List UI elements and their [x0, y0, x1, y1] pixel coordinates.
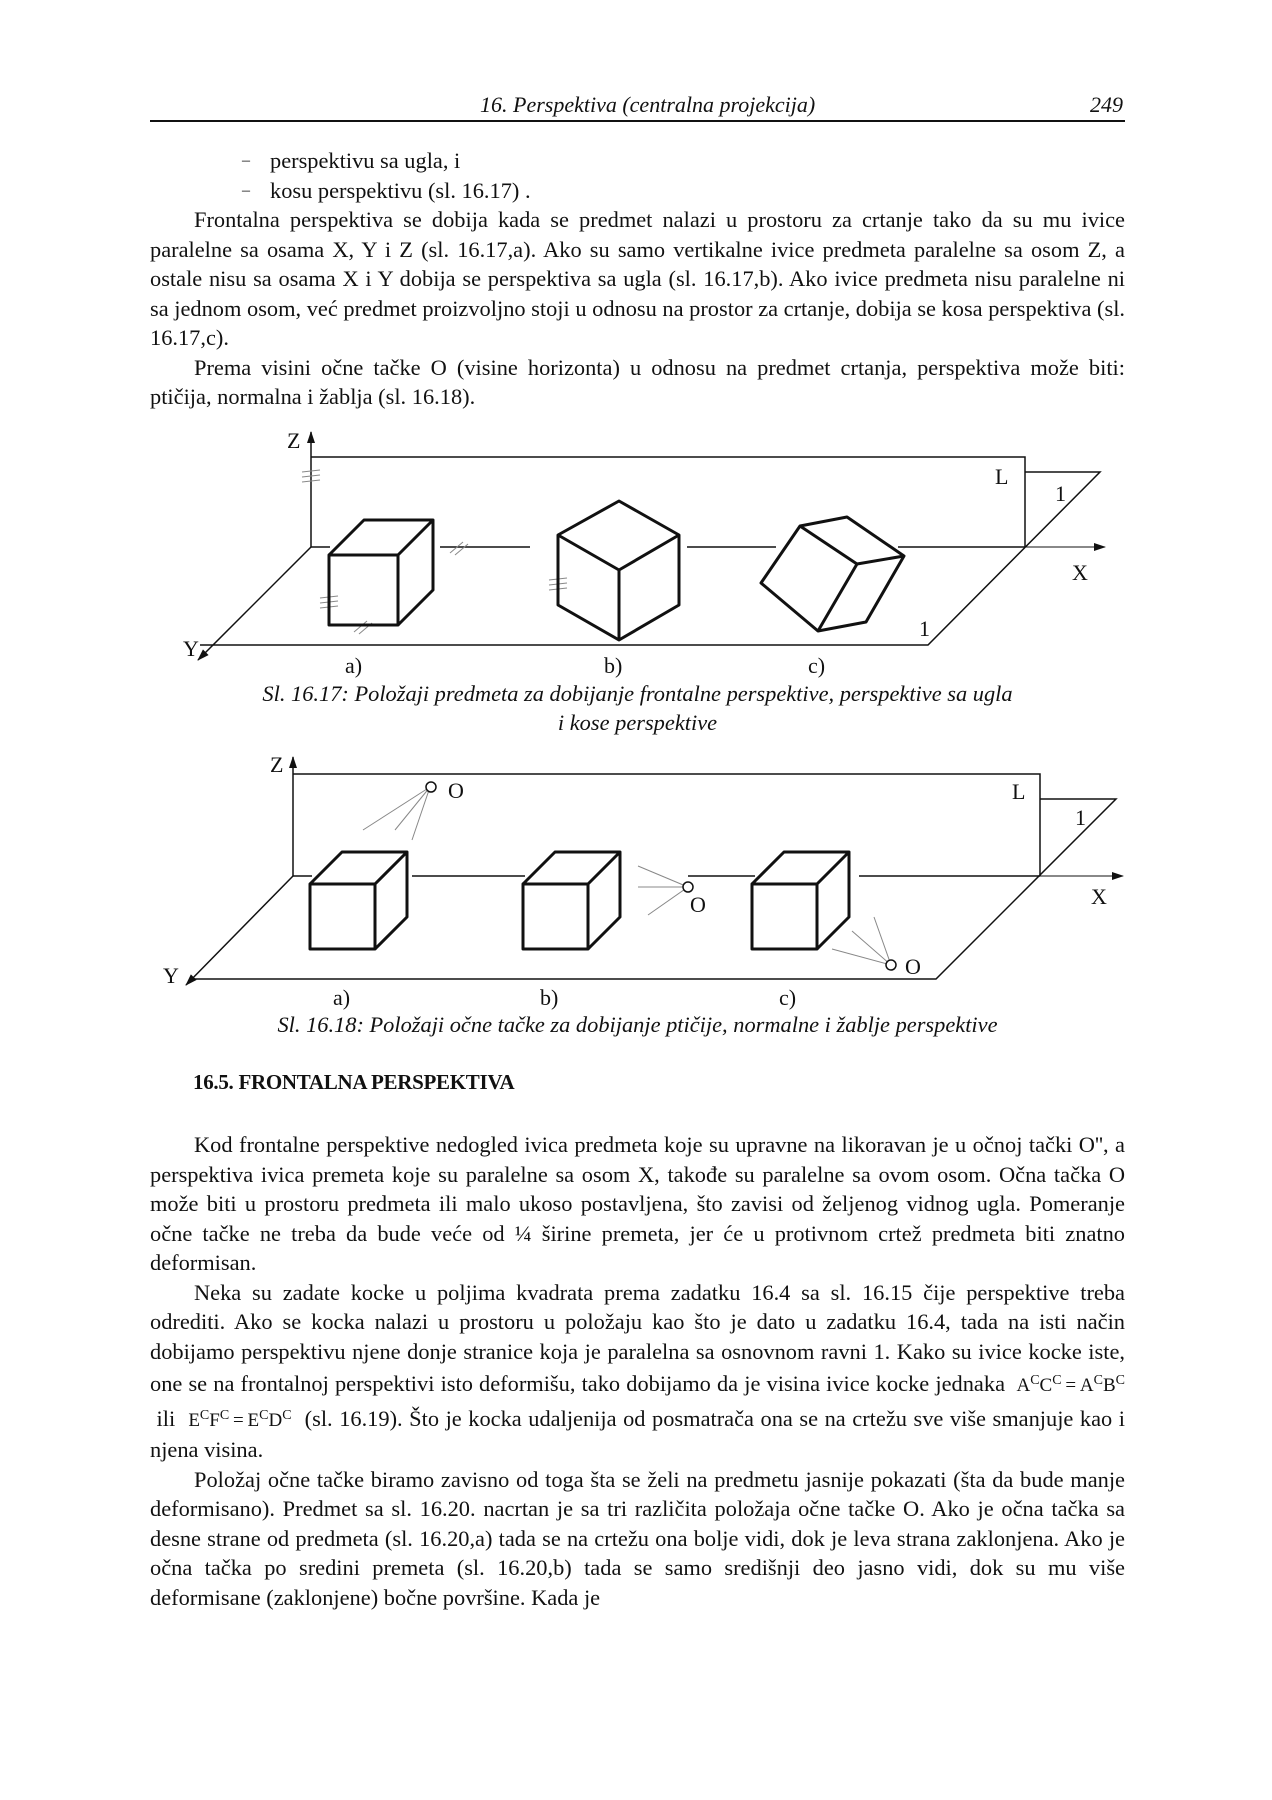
- sub-label-a: a): [333, 985, 351, 1010]
- paragraph: Frontalna perspektiva se dobija kada se predmet nalazi u prostoru za crtanje tako da su mu ivice paralelne sa osama X, Y i Z (sl. 16.17,a). Ako su samo vertikalne ivice predmeta paralelne sa osom Z, a ostale nisu sa osama X i Y dobija se perspektiva sa ugla (sl. 16.17,b). Ako ivice predmeta nisu paralelne ni sa jednom osom, već predmet proizvoljno stoji u odnosu na prostor za crtanje, dobija se kosa perspektiva (sl. 16.17,c).: [150, 207, 1126, 350]
- intro-text: [150, 146, 1125, 412]
- eye-point-label-c: O: [905, 954, 921, 979]
- axis-label-x: X: [1072, 560, 1088, 585]
- paragraph: Prema visini očne tačke O (visine horizonta) u odnosu na predmet crtanja, perspektiva može biti: ptičija, normalna i žablja (sl. 16.18).: [150, 354, 1125, 409]
- axis-label-x: X: [1091, 884, 1107, 909]
- plane-label-1: 1: [1075, 805, 1086, 830]
- eye-point-label-b: O: [690, 892, 706, 917]
- plane-label-l: L: [995, 464, 1009, 489]
- figure-16-17-caption: Sl. 16.17: Položaji predmeta za dobijanje frontalne perspektive, perspektive sa ugla i kose perspektive: [262, 681, 1013, 735]
- chapter-title: 16. Perspektiva (centralna projekcija): [480, 92, 816, 117]
- dash-bullet-icon: –: [242, 181, 250, 199]
- figure-16-18-caption: Sl. 16.18: Položaji očne tačke za dobijanje ptičije, normalne i žablje perspektive: [277, 1012, 998, 1037]
- eye-point-icon: [426, 782, 896, 970]
- eye-point-label-a: O: [448, 778, 464, 803]
- axis-label-z: Z: [287, 428, 301, 453]
- sub-label-a: a): [345, 653, 363, 678]
- equation: $A^CC^C = A^CB^C$: [1016, 1373, 1126, 1396]
- plane-label-l: L: [1012, 779, 1026, 804]
- paragraph: Kod frontalne perspektive nedogled ivica predmeta koje su upravne na likoravan je u očnoj tački O'', a perspektiva ivica premeta koje su paralelne sa osom X, takođe su paralelne sa ovom osom. Očna tačka O može biti u prostoru predmeta ili malo ukoso postavljena, što zavisi od željenog vidnog ugla. Pomeranje očne tačke ne treba da bude veće od ¼ širine premeta, jer će u protivnom crtež predmeta biti znatno deformisan.: [150, 1132, 1125, 1275]
- dash-bullet-icon: –: [242, 152, 250, 169]
- sub-label-b: b): [540, 985, 559, 1010]
- sub-label-b: b): [604, 653, 623, 678]
- sub-label-c: c): [779, 985, 797, 1010]
- axis-label-z: Z: [270, 752, 284, 777]
- axis-label-y: Y: [163, 963, 179, 988]
- running-header: [150, 90, 1125, 122]
- sub-label-c: c): [808, 653, 826, 678]
- plane-label-1-bottom: 1: [919, 616, 930, 641]
- plane-label-1-top: 1: [1055, 481, 1066, 506]
- section-body: [150, 1130, 1125, 1612]
- paragraph: Neka su zadate kocke u poljima kvadrata prema zadatku 16.4 sa sl. 16.15 čije perspektive treba odrediti. Ako se kocka nalazi u prostoru u položaju kao što je dato u zadatku 16.4, tada na isti način dobijamo perspektivu njene donje stranice koja je paralelna sa osnovnom ravni 1. Kako su ivice kocke iste, one se na frontalnoj perspektivi isto deformišu, tako dobijamo da je visina ivice kocke jednaka $A^CC^C = A^CB^C$ ili $E^CF^C = E^CD^C$ (sl. 16.19). Što je kocka udaljenija od posmatrača ona se na crtežu sve više smanjuje kao i njena visina.: [150, 1279, 1126, 1462]
- equation: $E^CF^C = E^CD^C$: [188, 1407, 292, 1431]
- paragraph: Položaj očne tačke biramo zavisno od toga šta se želi na predmetu jasnije pokazati (šta da bude manje deformisano). Predmet sa sl. 16.20. nacrtan je sa tri različita položaja očne tačke O. Ako je očna tačka sa desne strane od predmeta (sl. 16.20,a) tada se na crtežu ona bolje vidi, dok je leva strana zaklonjena. Ako je očna tačka po sredini premeta (sl. 16.20,b) tada se samo središnji deo jasno vidi, dok su mu više deformisane (zaklonjene) bočne površine. Kada je: [150, 1466, 1125, 1610]
- bullet-item: – kosu perspektivu (sl. 16.17) .: [150, 176, 1125, 206]
- bullet-item: – perspektivu sa ugla, i: [150, 146, 1125, 176]
- axis-label-y: Y: [183, 636, 199, 661]
- section-heading: 16.5. FRONTALNA PERSPEKTIVA: [193, 1070, 515, 1094]
- page-number: 249: [1090, 92, 1123, 117]
